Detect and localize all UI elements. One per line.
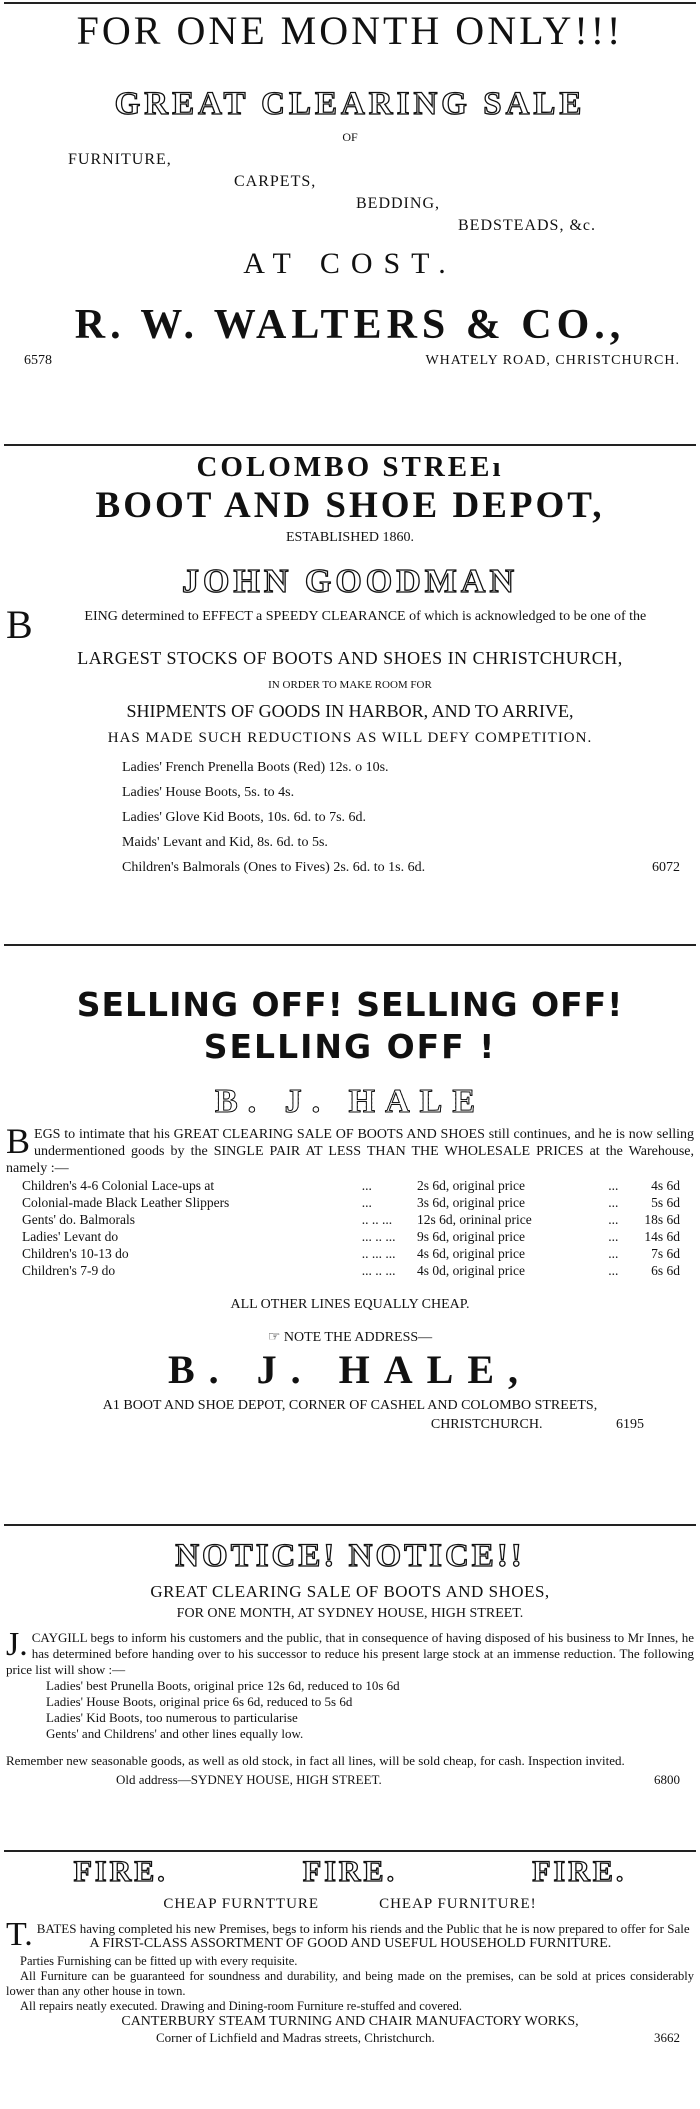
item-name: Ladies' Levant do (22, 1229, 119, 1244)
divider (4, 2, 696, 4)
divider (4, 1850, 696, 1852)
item-name: Colonial-made Black Leather Slippers (22, 1195, 230, 1210)
fire-headline (6, 1854, 694, 1890)
ad-goodman (6, 450, 694, 880)
leader-dots: .. ... ... (361, 1246, 396, 1261)
body-line: All repairs neatly executed. Drawing and Dining-room Furniture re-stuffed and covered. (20, 1999, 462, 2013)
divider (4, 444, 696, 446)
ad-bates (6, 1854, 694, 2046)
price-list (6, 755, 694, 880)
footer-row (6, 1772, 694, 1788)
sale-price: 9s 6d, original price (416, 1229, 525, 1244)
sale-price: 3s 6d, original price (416, 1195, 525, 1210)
cheap-row (6, 1896, 694, 1913)
headline: NOTICE! NOTICE!! (175, 1538, 525, 1574)
original-price: 14s 6d (644, 1229, 680, 1244)
ref-number: 6578 (24, 353, 52, 368)
fire-word: FIRE. (73, 1855, 168, 1888)
leader-dots: .. .. ... (361, 1212, 393, 1227)
leader-dots: ... (608, 1178, 619, 1193)
remember: Remember new seasonable goods, as well as old stock, in fact all lines, will be sold cheap, for cash. Inspection invited. (6, 1753, 625, 1768)
original-price: 6s 6d (651, 1263, 680, 1278)
order-line: IN ORDER TO MAKE ROOM FOR (268, 679, 432, 691)
price-table-wrap (6, 1177, 694, 1279)
leader-dots: ... .. ... (361, 1229, 396, 1244)
leader-dots: ... (608, 1195, 619, 1210)
price-table (22, 1177, 680, 1279)
table-row (22, 1262, 680, 1279)
table-row (22, 1211, 680, 1228)
original-price: 7s 6d (651, 1246, 680, 1261)
leader-dots: ... (361, 1195, 372, 1210)
price-list (6, 1678, 694, 1742)
ad-walters (6, 6, 694, 369)
of-label: OF (342, 130, 358, 144)
cheap-furniture: CHEAP FURNITURE! (379, 1896, 537, 1912)
note-address: ☞ NOTE THE ADDRESS— (267, 1330, 433, 1345)
list-item: Ladies' House Boots, original price 6s 6d, reduced to 5s 6d (46, 1694, 353, 1709)
address-line: A1 BOOT AND SHOE DEPOT, CORNER OF CASHEL AND COLOMBO STREETS, (102, 1398, 598, 1413)
item-name: Children's 7-9 do (22, 1263, 116, 1278)
table-row (22, 1228, 680, 1245)
intro-text: CAYGILL begs to inform his customers and the public, that in consequence of having disposed of his business to Mr Innes, he has determined before handing over to his successor to reduce his present large stock at an immense reduction. The following price list will show :— (6, 1630, 694, 1677)
headline: SELLING OFF ! (203, 1027, 497, 1066)
established: ESTABLISHED 1860. (286, 530, 414, 545)
footer-row (6, 2030, 694, 2046)
leader-dots: ... (608, 1246, 619, 1261)
original-price: 5s 6d (651, 1195, 680, 1210)
dropcap: B (6, 1121, 31, 1161)
ref-number: 6072 (652, 860, 680, 875)
intro-text: EGS to intimate that his GREAT CLEARING SALE OF BOOTS AND SHOES still continues, and he is now selling undermentioned goods by the SINGLE PAIR AT LESS THAN THE WHOLESALE PRICES at the Warehouse, namely :— (6, 1127, 694, 1176)
items-list (6, 145, 694, 234)
leader-dots: ... (608, 1263, 619, 1278)
subhead: GREAT CLEARING SALE OF BOOTS AND SHOES, (150, 1582, 550, 1601)
cheap-furniture: CHEAP FURNTTURE (163, 1896, 320, 1912)
headline: SELLING OFF! SELLING OFF! (76, 985, 624, 1024)
sale-price: 12s 6d, orininal price (416, 1212, 532, 1227)
intro-text: EING determined to EFFECT a SPEEDY CLEARANCE of which is acknowledged to be one of the (84, 609, 647, 624)
price-item: Children's Balmorals (Ones to Fives) 2s. 6d. to 1s. 6d. (122, 860, 426, 875)
intro (6, 602, 694, 647)
reductions: HAS MADE SUCH REDUCTIONS AS WILL DEFY COMPETITION. (107, 730, 593, 746)
sale-price: 4s 0d, original price (416, 1263, 525, 1278)
table-row (22, 1177, 680, 1194)
divider (4, 944, 696, 946)
dropcap: J. (6, 1626, 28, 1663)
shipments: SHIPMENTS OF GOODS IN HARBOR, AND TO ARRIVE, (126, 701, 574, 721)
price-item: Ladies' House Boots, 5s. to 4s. (122, 785, 295, 800)
body-line: All Furniture can be guaranteed for soundness and durability, and being made on the premises, can be sold at prices considerably lower than any other house in town. (6, 1969, 694, 1998)
firm-name: B. J. HALE, (167, 1347, 533, 1392)
ref-number: 6800 (654, 1772, 680, 1787)
table-row (22, 1194, 680, 1211)
leader-dots: ... (608, 1212, 619, 1227)
intro (6, 1626, 694, 1678)
item: BEDSTEADS, &c. (458, 217, 596, 234)
list-item: Ladies' best Prunella Boots, original price 12s 6d, reduced to 10s 6d (46, 1678, 400, 1693)
item-name: Children's 10-13 do (22, 1246, 129, 1261)
firm-name: R. W. WALTERS & CO., (74, 302, 626, 348)
depot-line: BOOT AND SHOE DEPOT, (95, 485, 605, 526)
list-item: Ladies' Kid Boots, too numerous to particularise (46, 1710, 298, 1725)
address-row (6, 1417, 694, 1433)
sale-price: 4s 6d, original price (416, 1246, 525, 1261)
item: FURNITURE, (68, 151, 172, 168)
subhead: FOR ONE MONTH, AT SYDNEY HOUSE, HIGH STREET. (176, 1606, 524, 1621)
item: BEDDING, (356, 195, 440, 212)
corner-address: Corner of Lichfield and Madras streets, Christchurch. (156, 2030, 435, 2045)
ref-number: 6195 (616, 1417, 644, 1432)
item-name: Children's 4-6 Colonial Lace-ups at (22, 1178, 215, 1193)
original-price: 18s 6d (644, 1212, 680, 1227)
original-price: 4s 6d (651, 1178, 680, 1193)
item: CARPETS, (234, 173, 317, 190)
leader-dots: ... (608, 1229, 619, 1244)
ref-number: 3662 (654, 2030, 680, 2045)
merchant-name: B. J. HALE (214, 1083, 486, 1120)
fire-word: FIRE. (302, 1855, 398, 1888)
item-name: Gents' do. Balmorals (22, 1212, 136, 1227)
footer-row (6, 353, 694, 369)
divider (4, 1524, 696, 1526)
works: CANTERBURY STEAM TURNING AND CHAIR MANUFACTORY WORKS, (121, 2014, 579, 2029)
intro (6, 1121, 694, 1177)
leader-dots: ... .. ... (361, 1263, 396, 1278)
sale-price: 2s 6d, original price (416, 1178, 525, 1193)
dropcap: T. (6, 1916, 33, 1953)
city: CHRISTCHURCH. (430, 1417, 543, 1432)
body-lines (6, 1954, 694, 2014)
price-item: Maids' Levant and Kid, 8s. 6d. to 5s. (122, 835, 328, 850)
equally-cheap: ALL OTHER LINES EQUALLY CHEAP. (230, 1297, 470, 1312)
price-item-last (122, 855, 694, 880)
dropcap: B (6, 602, 33, 647)
title: GREAT CLEARING SALE (114, 86, 586, 122)
price-item: Ladies' French Prenella Boots (Red) 12s. o 10s. (122, 760, 389, 775)
name-banner (6, 1084, 694, 1120)
list-item: Gents' and Childrens' and other lines equally low. (46, 1726, 304, 1741)
intro-text: BATES having completed his new Premises, begs to inform his riends and the Public that he is now prepared to offer for Sale (36, 1921, 690, 1936)
ad-caygill (6, 1536, 694, 1788)
address: WHATELY ROAD, CHRISTCHURCH. (425, 353, 680, 368)
old-address: Old address—SYDNEY HOUSE, HIGH STREET. (116, 1772, 382, 1787)
street-line: COLOMBO STREEı (196, 451, 504, 483)
at-cost: AT COST. (243, 247, 457, 280)
body-line: Parties Furnishing can be fitted up with every requisite. (20, 1954, 298, 1968)
table-row (22, 1245, 680, 1262)
price-item: Ladies' Glove Kid Boots, 10s. 6d. to 7s. 6d. (122, 810, 367, 825)
assortment: A FIRST-CLASS ASSORTMENT OF GOOD AND USEFUL HOUSEHOLD FURNITURE. (89, 1936, 612, 1951)
ad-hale (6, 984, 694, 1433)
fire-word: FIRE. (532, 1855, 627, 1888)
headline: FOR ONE MONTH ONLY!!! (76, 8, 624, 53)
leader-dots: ... (361, 1178, 372, 1193)
proprietor-name: JOHN GOODMAN (181, 563, 519, 600)
largest-stocks: LARGEST STOCKS OF BOOTS AND SHOES IN CHRISTCHURCH, (77, 648, 623, 668)
